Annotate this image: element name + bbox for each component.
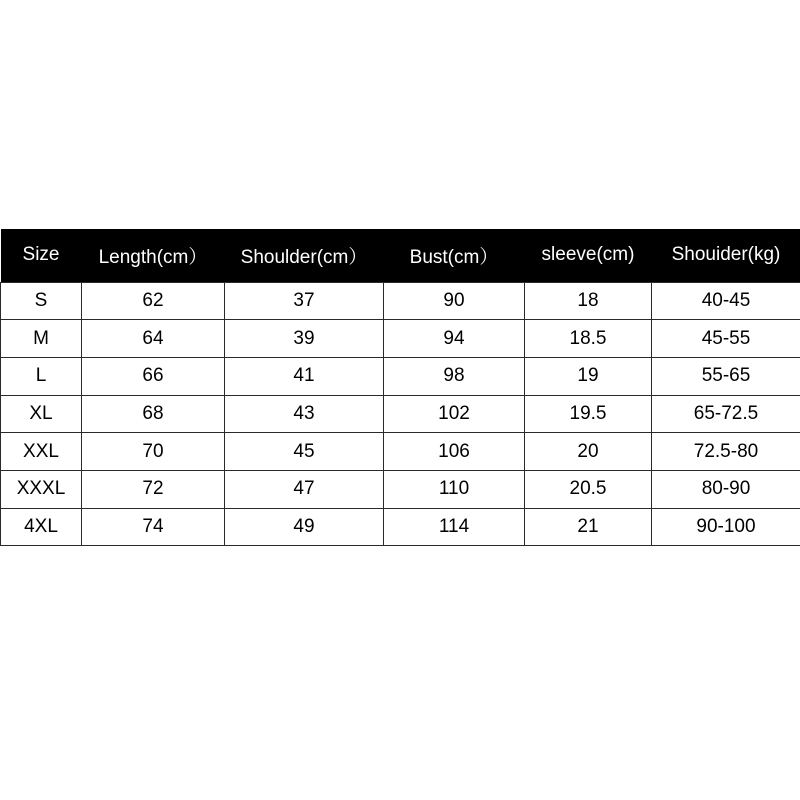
cell-bust: 98 <box>384 357 525 395</box>
cell-size: M <box>1 320 82 358</box>
size-chart-table <box>0 229 800 546</box>
header-shoulder: Shoulder(cm） <box>240 246 368 268</box>
cell-length: 68 <box>82 395 225 433</box>
cell-length: 72 <box>82 470 225 508</box>
cell-shoulder: 41 <box>225 357 384 395</box>
cell-bust: 102 <box>384 395 525 433</box>
cell-weight: 65-72.5 <box>652 395 800 433</box>
table-row <box>1 433 800 471</box>
cell-size: 4XL <box>1 508 82 546</box>
cell-size: L <box>1 357 82 395</box>
header-weight: Shouider(kg) <box>671 244 781 266</box>
table-row <box>1 357 800 395</box>
cell-sleeve: 18.5 <box>525 320 652 358</box>
header-size: Size <box>22 244 60 266</box>
header-sleeve: sleeve(cm) <box>541 244 635 266</box>
cell-sleeve: 19 <box>525 357 652 395</box>
cell-length: 66 <box>82 357 225 395</box>
cell-bust: 114 <box>384 508 525 546</box>
cell-length: 64 <box>82 320 225 358</box>
cell-weight: 80-90 <box>652 470 800 508</box>
cell-size: XXXL <box>1 470 82 508</box>
table-row <box>1 395 800 433</box>
cell-length: 70 <box>82 433 225 471</box>
cell-sleeve: 21 <box>525 508 652 546</box>
cell-size: S <box>1 282 82 320</box>
table-header <box>1 229 800 282</box>
cell-shoulder: 37 <box>225 282 384 320</box>
cell-length: 74 <box>82 508 225 546</box>
cell-weight: 45-55 <box>652 320 800 358</box>
cell-bust: 106 <box>384 433 525 471</box>
table-body <box>1 282 800 546</box>
cell-weight: 90-100 <box>652 508 800 546</box>
cell-weight: 40-45 <box>652 282 800 320</box>
cell-weight: 72.5-80 <box>652 433 800 471</box>
cell-sleeve: 18 <box>525 282 652 320</box>
cell-bust: 110 <box>384 470 525 508</box>
table-row <box>1 320 800 358</box>
header-bust: Bust(cm） <box>409 246 499 268</box>
cell-shoulder: 43 <box>225 395 384 433</box>
table-row <box>1 508 800 546</box>
header-row <box>1 229 800 282</box>
cell-sleeve: 20 <box>525 433 652 471</box>
cell-shoulder: 39 <box>225 320 384 358</box>
cell-size: XXL <box>1 433 82 471</box>
cell-bust: 94 <box>384 320 525 358</box>
cell-shoulder: 47 <box>225 470 384 508</box>
cell-shoulder: 45 <box>225 433 384 471</box>
table-row <box>1 282 800 320</box>
header-length: Length(cm） <box>98 246 208 268</box>
cell-weight: 55-65 <box>652 357 800 395</box>
table-row <box>1 470 800 508</box>
cell-length: 62 <box>82 282 225 320</box>
cell-shoulder: 49 <box>225 508 384 546</box>
cell-bust: 90 <box>384 282 525 320</box>
cell-size: XL <box>1 395 82 433</box>
cell-sleeve: 19.5 <box>525 395 652 433</box>
cell-sleeve: 20.5 <box>525 470 652 508</box>
